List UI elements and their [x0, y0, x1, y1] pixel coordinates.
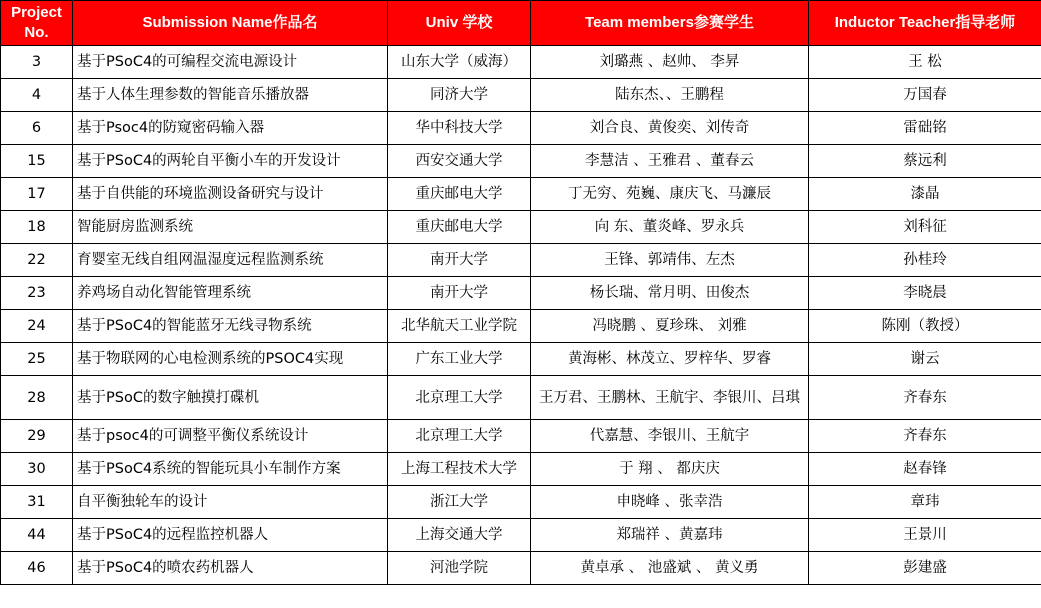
teacher-cell: 赵春锋: [809, 453, 1041, 486]
teacher-cell: 孙桂玲: [809, 244, 1041, 277]
project-no-cell: 18: [1, 211, 73, 244]
header-project-no: Project No.: [1, 1, 73, 46]
table-row: [1, 519, 1041, 552]
header-univ: Univ 学校: [388, 1, 531, 46]
header-submission-name: Submission Name作品名: [73, 1, 388, 46]
project-no-cell: 29: [1, 420, 73, 453]
table-row: [1, 343, 1041, 376]
team-members-cell: 丁无穷、苑巍、康庆飞、马濂辰: [531, 178, 809, 211]
univ-cell: 重庆邮电大学: [388, 211, 531, 244]
table-row: [1, 376, 1041, 420]
teacher-cell: 蔡远利: [809, 145, 1041, 178]
univ-cell: 北华航天工业学院: [388, 310, 531, 343]
teacher-cell: 刘科征: [809, 211, 1041, 244]
univ-cell: 浙江大学: [388, 486, 531, 519]
submission-name-cell: 基于PSoC4的两轮自平衡小车的开发设计: [73, 145, 388, 178]
project-no-cell: 28: [1, 376, 73, 420]
teacher-cell: 雷础铭: [809, 112, 1041, 145]
submission-name-cell: 基于PSoC4的可编程交流电源设计: [73, 46, 388, 79]
team-members-cell: 向 东、董炎峰、罗永兵: [531, 211, 809, 244]
team-members-cell: 刘合良、黄俊奕、刘传奇: [531, 112, 809, 145]
table-row: [1, 453, 1041, 486]
submission-name-cell: 育婴室无线自组网温湿度远程监测系统: [73, 244, 388, 277]
project-no-cell: 25: [1, 343, 73, 376]
team-members-cell: 王万君、王鹏林、王航宇、李银川、吕琪: [531, 376, 809, 420]
project-no-cell: 15: [1, 145, 73, 178]
teacher-cell: 李晓晨: [809, 277, 1041, 310]
table-row: [1, 112, 1041, 145]
submission-name-cell: 基于PSoC4的喷农药机器人: [73, 552, 388, 585]
team-members-cell: 郑瑞祥 、黄嘉玮: [531, 519, 809, 552]
table-body: [1, 46, 1041, 585]
submission-name-cell: 基于PSoC的数字触摸打碟机: [73, 376, 388, 420]
univ-cell: 上海工程技术大学: [388, 453, 531, 486]
univ-cell: 西安交通大学: [388, 145, 531, 178]
team-members-cell: 陆东杰、、王鹏程: [531, 79, 809, 112]
table-row: [1, 46, 1041, 79]
project-no-cell: 46: [1, 552, 73, 585]
teacher-cell: 章玮: [809, 486, 1041, 519]
univ-cell: 同济大学: [388, 79, 531, 112]
team-members-cell: 黄海彬、林茂立、罗梓华、罗睿: [531, 343, 809, 376]
univ-cell: 广东工业大学: [388, 343, 531, 376]
submission-name-cell: 基于Psoc4的防窥密码输入器: [73, 112, 388, 145]
table-row: [1, 486, 1041, 519]
project-no-cell: 31: [1, 486, 73, 519]
team-members-cell: 刘璐燕 、赵帅、 李昇: [531, 46, 809, 79]
teacher-cell: 齐春东: [809, 420, 1041, 453]
submission-name-cell: 基于psoc4的可调整平衡仪系统设计: [73, 420, 388, 453]
project-no-cell: 22: [1, 244, 73, 277]
univ-cell: 河池学院: [388, 552, 531, 585]
table-row: [1, 310, 1041, 343]
submission-name-cell: 基于PSoC4的远程监控机器人: [73, 519, 388, 552]
team-members-cell: 代嘉慧、李银川、王航宇: [531, 420, 809, 453]
team-members-cell: 申晓峰 、张幸浩: [531, 486, 809, 519]
submission-name-cell: 自平衡独轮车的设计: [73, 486, 388, 519]
project-no-cell: 23: [1, 277, 73, 310]
project-no-cell: 4: [1, 79, 73, 112]
submission-name-cell: 基于自供能的环境监测设备研究与设计: [73, 178, 388, 211]
teacher-cell: 漆晶: [809, 178, 1041, 211]
teacher-cell: 王景川: [809, 519, 1041, 552]
univ-cell: 南开大学: [388, 277, 531, 310]
table-header: [1, 1, 1041, 46]
univ-cell: 上海交通大学: [388, 519, 531, 552]
univ-cell: 重庆邮电大学: [388, 178, 531, 211]
table-row: [1, 244, 1041, 277]
team-members-cell: 王锋、郭靖伟、左杰: [531, 244, 809, 277]
project-no-cell: 24: [1, 310, 73, 343]
project-no-cell: 30: [1, 453, 73, 486]
header-inductor-teacher: Inductor Teacher指导老师: [809, 1, 1041, 46]
submission-name-cell: 基于物联网的心电检测系统的PSOC4实现: [73, 343, 388, 376]
table-row: [1, 79, 1041, 112]
table-row: [1, 277, 1041, 310]
table-row: [1, 178, 1041, 211]
univ-cell: 南开大学: [388, 244, 531, 277]
submission-name-cell: 智能厨房监测系统: [73, 211, 388, 244]
header-row: [1, 1, 1041, 46]
table-row: [1, 552, 1041, 585]
project-no-cell: 3: [1, 46, 73, 79]
submission-name-cell: 基于PSoC4系统的智能玩具小车制作方案: [73, 453, 388, 486]
project-no-cell: 6: [1, 112, 73, 145]
teacher-cell: 谢云: [809, 343, 1041, 376]
table-row: [1, 145, 1041, 178]
table-row: [1, 420, 1041, 453]
univ-cell: 华中科技大学: [388, 112, 531, 145]
univ-cell: 北京理工大学: [388, 376, 531, 420]
team-members-cell: 杨长瑞、常月明、田俊杰: [531, 277, 809, 310]
submission-name-cell: 基于人体生理参数的智能音乐播放器: [73, 79, 388, 112]
teacher-cell: 万国春: [809, 79, 1041, 112]
project-no-cell: 44: [1, 519, 73, 552]
table-row: [1, 211, 1041, 244]
teacher-cell: 齐春东: [809, 376, 1041, 420]
submission-name-cell: 养鸡场自动化智能管理系统: [73, 277, 388, 310]
univ-cell: 北京理工大学: [388, 420, 531, 453]
teacher-cell: 陈刚（教授）: [809, 310, 1041, 343]
submission-name-cell: 基于PSoC4的智能蓝牙无线寻物系统: [73, 310, 388, 343]
team-members-cell: 黄卓承 、 池盛斌 、 黄义勇: [531, 552, 809, 585]
project-no-cell: 17: [1, 178, 73, 211]
univ-cell: 山东大学（威海）: [388, 46, 531, 79]
team-members-cell: 李慧洁 、王雅君 、董春云: [531, 145, 809, 178]
team-members-cell: 于 翔 、 都庆庆: [531, 453, 809, 486]
header-team-members: Team members参赛学生: [531, 1, 809, 46]
teacher-cell: 王 松: [809, 46, 1041, 79]
team-members-cell: 冯晓鹏 、夏珍珠、 刘雅: [531, 310, 809, 343]
teacher-cell: 彭建盛: [809, 552, 1041, 585]
